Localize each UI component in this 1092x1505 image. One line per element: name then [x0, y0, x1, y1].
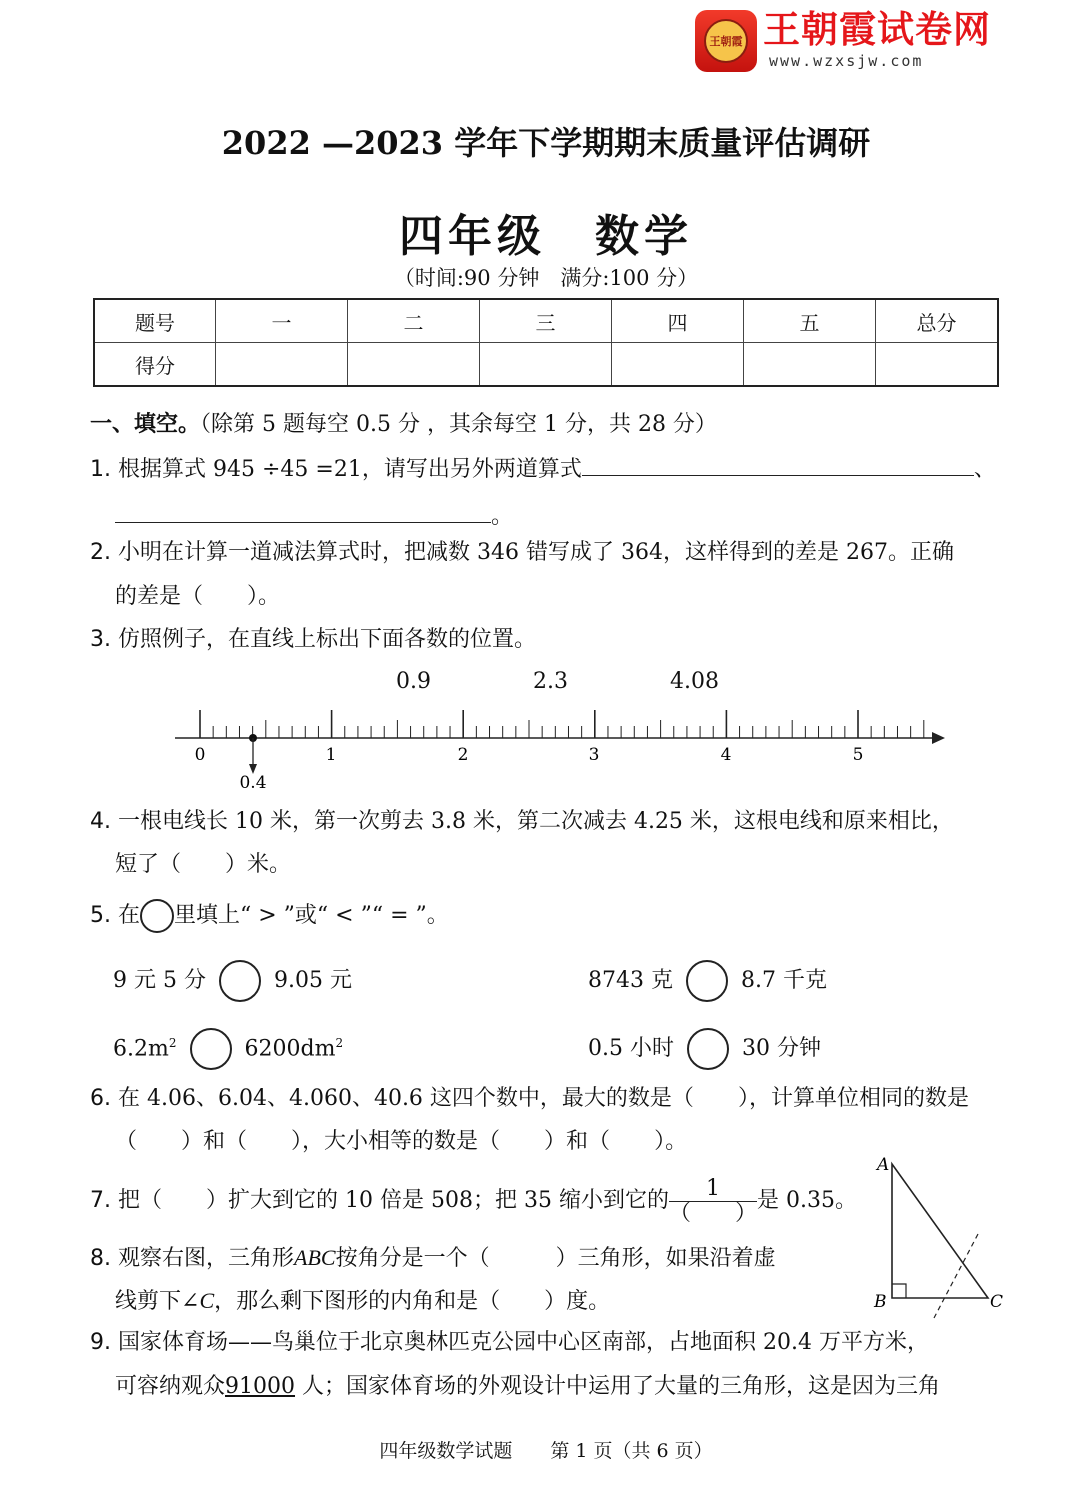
question-1: 1. 根据算式 945 ÷45 =21，请写出另外两道算式 、	[90, 453, 996, 485]
exam-title: 2022 —2023 学年下学期期末质量评估调研	[221, 124, 871, 162]
tick-label: 1	[325, 745, 337, 765]
answer-circle[interactable]	[190, 1028, 232, 1070]
score-input-cell[interactable]	[480, 343, 612, 387]
question-9: 9. 国家体育场——鸟巢位于北京奥林匹克公园中心区南部，占地面积 20.4 万平方米，	[90, 1330, 929, 1355]
section1-heading	[90, 409, 717, 440]
table-cell: 题号	[94, 299, 216, 343]
table-cell: 五	[744, 299, 876, 343]
score-table-header-row	[94, 299, 998, 343]
question-5: 5. 在 里填上“ > ”或“ < ”“ = ”。	[90, 899, 449, 933]
compare-item: $6.2m^2$ $6200dm^2$	[113, 1028, 343, 1070]
table-cell: 四	[612, 299, 744, 343]
logo-name: 王朝霞试卷网	[763, 8, 991, 51]
question-4-line2: 短了（ ）米。	[115, 852, 292, 877]
question-1-line2: 。	[115, 500, 513, 532]
answer-circle[interactable]	[686, 960, 728, 1002]
exam-info: （时间:90 分钟 满分:100 分）	[393, 266, 699, 290]
example-label: 0.4	[239, 773, 267, 793]
fraction: $\frac{1}{( )}$	[668, 1175, 757, 1226]
question-9-line2: 可容纳观众91000 人；国家体育场的外观设计中运用了大量的三角形，这是因为三角	[115, 1374, 941, 1399]
tick-label: 3	[588, 745, 600, 765]
question-6: 6. 在 4.06、6.04、4.060、40.6 这四个数中，最大的数是（ ），计算单位相同的数是	[90, 1086, 969, 1111]
table-cell: 二	[348, 299, 480, 343]
table-cell: 一	[216, 299, 348, 343]
table-cell: 总分	[876, 299, 999, 343]
score-input-cell[interactable]	[348, 343, 480, 387]
triangle-figure	[866, 1152, 1016, 1322]
tick-label: 0	[194, 745, 206, 765]
logo-seal-icon: 王朝霞	[695, 10, 757, 72]
compare-item: 9 元 5 分 9.05 元	[113, 960, 352, 1002]
question-6-line2: （ ）和（ ），大小相等的数是（ ）和（ ）。	[115, 1129, 688, 1154]
answer-blank[interactable]	[115, 500, 491, 523]
tick-label: 2	[457, 745, 469, 765]
section-title: 一、填空。	[90, 411, 201, 437]
table-cell: 得分	[94, 343, 216, 387]
number-line	[170, 700, 950, 796]
number-line-ticks	[200, 710, 924, 738]
score-table-score-row	[94, 343, 998, 387]
score-table	[93, 298, 999, 387]
circle-icon	[140, 899, 174, 933]
question-4: 4. 一根电线长 10 米，第一次剪去 3.8 米，第二次减去 4.25 米，这根电线和原来相比，	[90, 809, 954, 834]
page-footer: 四年级数学试题 第 1 页（共 6 页）	[379, 1440, 713, 1462]
question-8: 8. 观察右图，三角形ABC按角分是一个（ ）三角形，如果沿着虚	[90, 1245, 776, 1271]
score-input-cell[interactable]	[216, 343, 348, 387]
vertex-label: C	[990, 1292, 1004, 1312]
value-label: 4.08	[670, 669, 719, 694]
score-input-cell[interactable]	[744, 343, 876, 387]
arrow-icon	[932, 732, 945, 744]
table-cell: 三	[480, 299, 612, 343]
answer-circle[interactable]	[219, 960, 261, 1002]
site-logo	[695, 8, 1005, 74]
logo-url: www.wzxsjw.com	[769, 52, 924, 70]
answer-circle[interactable]	[687, 1028, 729, 1070]
question-7: 7. 把（ ）扩大到它的 10 倍是 508；把 35 缩小到它的 $\frac{1}{( )}$ 是 0.35。	[90, 1175, 857, 1226]
tick-label: 4	[720, 745, 732, 765]
subject-title: 四年级 数学	[399, 211, 693, 262]
vertex-label: A	[877, 1155, 890, 1175]
section-note: （除第 5 题每空 0.5 分 ，其余每空 1 分，共 28 分）	[200, 412, 717, 437]
value-label: 2.3	[533, 669, 568, 694]
compare-item: 8743 克 8.7 千克	[588, 960, 827, 1002]
value-label: 0.9	[396, 669, 431, 694]
vertex-label: B	[874, 1292, 887, 1312]
answer-blank[interactable]: （ ）	[668, 1200, 757, 1226]
question-2-line2: 的差是（ ）。	[115, 584, 281, 609]
tick-label: 5	[852, 745, 864, 765]
question-8-line2: 线剪下∠C，那么剩下图形的内角和是（ ）度。	[115, 1288, 611, 1314]
right-angle-mark	[892, 1284, 906, 1298]
triangle-abc	[892, 1164, 988, 1298]
question-2: 2. 小明在计算一道减法算式时，把减数 346 错写成了 364，这样得到的差是 267。正确	[90, 540, 954, 565]
score-input-cell[interactable]	[876, 343, 999, 387]
question-3: 3. 仿照例子，在直线上标出下面各数的位置。	[90, 627, 537, 652]
compare-item: 0.5 小时 30 分钟	[588, 1028, 821, 1070]
answer-blank[interactable]	[582, 453, 974, 476]
score-input-cell[interactable]	[612, 343, 744, 387]
